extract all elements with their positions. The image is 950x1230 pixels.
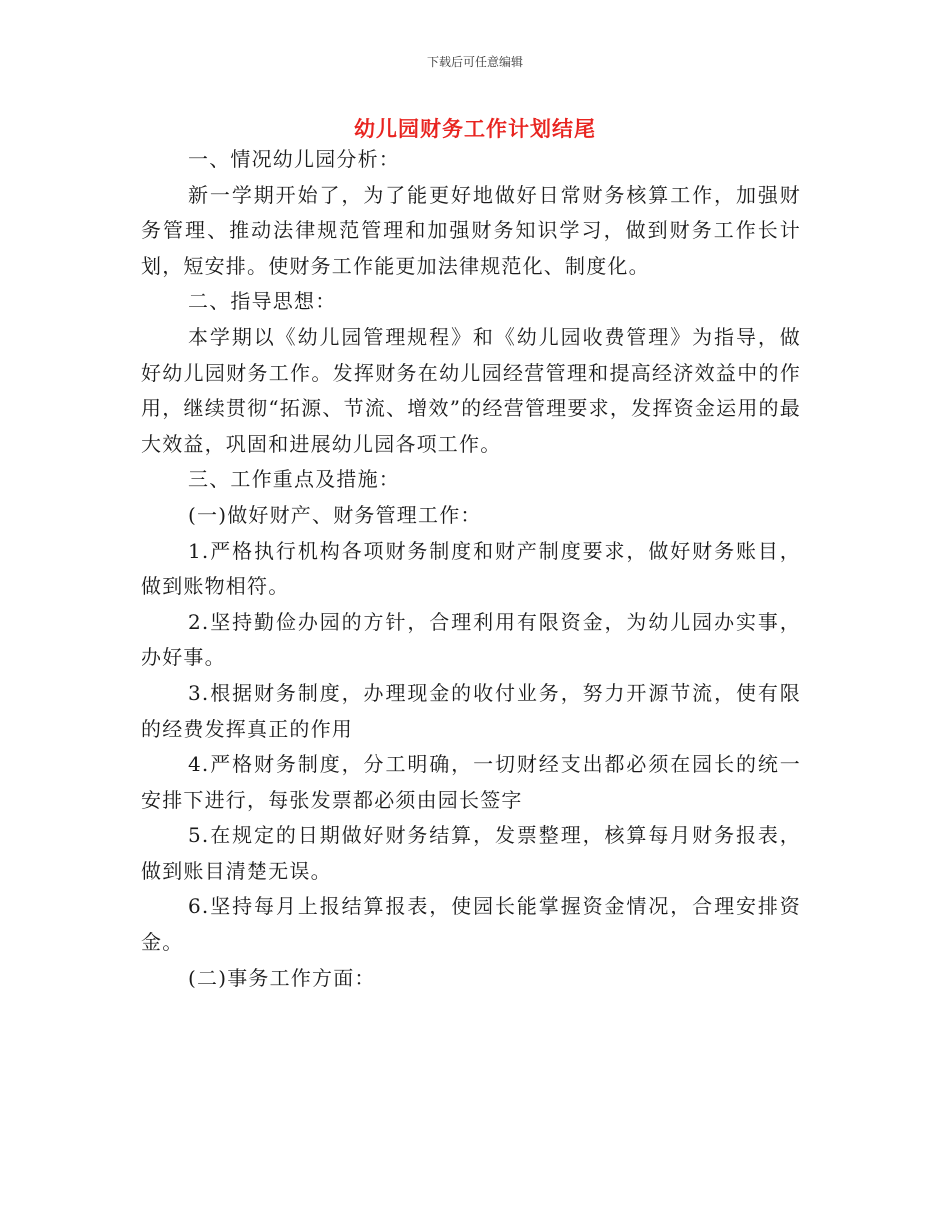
header-note: 下载后可任意编辑: [426, 55, 523, 69]
paragraph: 6.坚持每月上报结算报表，使园长能掌握资金情况，合理安排资金。: [141, 894, 801, 955]
paragraph: 4.严格财务制度，分工明确，一切财经支出都必须在园长的统一安排下进行，每张发票都必须由园长签字: [141, 752, 801, 812]
document-title: 幼儿园财务工作计划结尾: [354, 117, 596, 141]
paragraph: 新一学期开始了，为了能更好地做好日常财务核算工作，加强财务管理、推动法律规范管理和加强财务知识学习，做到财务工作长计划，短安排。使财务工作能更加法律规范化、制度化。: [141, 182, 801, 278]
paragraph: 本学期以《幼儿园管理规程》和《幼儿园收费管理》为指导，做好幼儿园财务工作。发挥财务在幼儿园经营管理和提高经济效益中的作用，继续贯彻“拓源、节流、增效”的经营管理要求，发挥资金运用的最大效益，巩固和进展幼儿园各项工作。: [141, 324, 801, 456]
paragraph: 2.坚持勤俭办园的方针，合理利用有限资金，为幼儿园办实事，办好事。: [141, 609, 801, 670]
paragraph: 1.严格执行机构各项财务制度和财产制度要求，做好财务账目，做到账物相符。: [141, 538, 801, 599]
paragraph: 5.在规定的日期做好财务结算，发票整理，核算每月财务报表，做到账目清楚无误。: [141, 823, 801, 883]
paragraph: 三、工作重点及措施：: [188, 467, 400, 492]
paragraph: (二)事务工作方面：: [188, 965, 376, 990]
document-body: [141, 142, 801, 996]
paragraph: 一、情况幼儿园分析：: [188, 147, 400, 171]
paragraph: 3.根据财务制度，办理现金的收付业务，努力开源节流，使有限的经费发挥真正的作用: [141, 680, 801, 741]
paragraph: 二、指导思想：: [188, 289, 337, 314]
paragraph: (一)做好财产、财务管理工作：: [188, 502, 482, 527]
